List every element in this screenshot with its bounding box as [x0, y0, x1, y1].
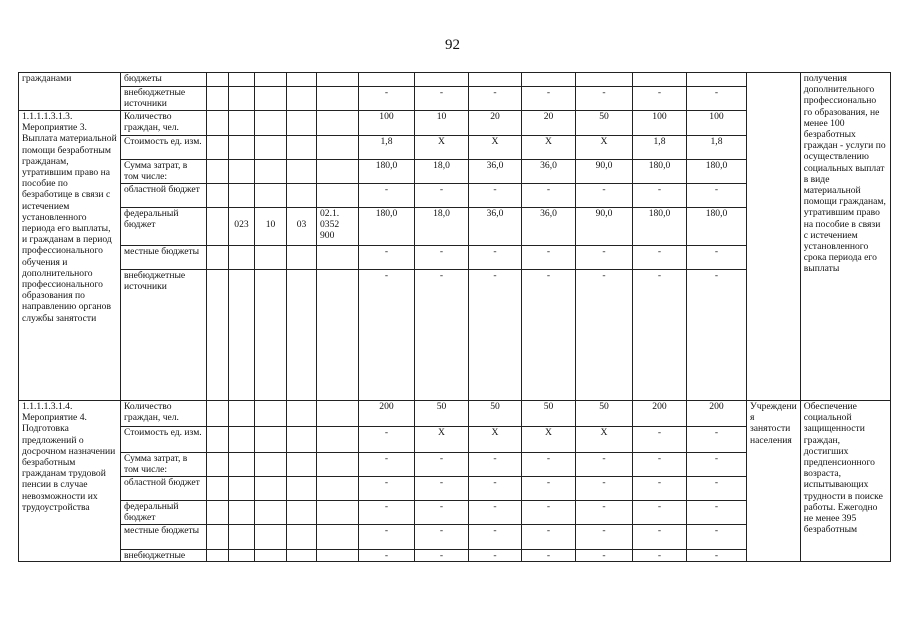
value-cell: -	[469, 550, 522, 562]
funding-source: внебюджетные	[121, 550, 207, 562]
page-number: 92	[445, 37, 460, 53]
value-cell: X	[522, 427, 576, 453]
value-cell: -	[469, 246, 522, 270]
value-cell: -	[576, 87, 633, 111]
code-target-article: 02.1. 0352 900	[317, 208, 359, 246]
value-cell: -	[633, 270, 687, 401]
value-cell: 200	[359, 401, 415, 427]
value-cell: X	[469, 136, 522, 160]
value-cell: X	[576, 427, 633, 453]
value-cell: -	[522, 501, 576, 525]
value-cell: -	[522, 477, 576, 501]
value-cell: -	[633, 246, 687, 270]
funding-source: местные бюджеты	[121, 525, 207, 550]
value-cell: 20	[469, 111, 522, 136]
expected-result: Обеспечение социальной защищенности граждан, достигших предпенсионного возраста, испытывающих трудности в поиске работы. Ежегодно не менее 395 безработным	[800, 401, 890, 562]
value-cell: -	[522, 184, 576, 208]
value-cell: -	[633, 525, 687, 550]
value-cell: -	[359, 501, 415, 525]
value-cell: -	[633, 501, 687, 525]
value-cell: -	[687, 477, 747, 501]
value-cell: -	[633, 477, 687, 501]
value-cell: -	[633, 453, 687, 477]
funding-source: Количество граждан, чел.	[121, 111, 207, 136]
value-cell: 180,0	[687, 160, 747, 184]
value-cell: 1,8	[633, 136, 687, 160]
code-admin: 023	[229, 208, 255, 246]
value-cell: 200	[633, 401, 687, 427]
value-cell: -	[359, 87, 415, 111]
value-cell: -	[415, 87, 469, 111]
value-cell: -	[522, 525, 576, 550]
value-cell: -	[687, 427, 747, 453]
value-cell: -	[633, 550, 687, 562]
value-cell: 10	[415, 111, 469, 136]
value-cell: 50	[576, 401, 633, 427]
value-cell: -	[415, 246, 469, 270]
code-subsection: 03	[287, 208, 317, 246]
executor-cell	[747, 73, 801, 401]
value-cell: 180,0	[359, 208, 415, 246]
value-cell: 180,0	[633, 160, 687, 184]
value-cell: -	[359, 246, 415, 270]
value-cell: -	[469, 270, 522, 401]
value-cell: -	[576, 525, 633, 550]
executor-cell: Учреждени я занятости населения	[747, 401, 801, 562]
value-cell: -	[687, 550, 747, 562]
value-cell: 1,8	[687, 136, 747, 160]
funding-source: Стоимость ед. изм.	[121, 136, 207, 160]
value-cell: -	[415, 184, 469, 208]
value-cell: -	[633, 427, 687, 453]
value-cell: -	[633, 87, 687, 111]
value-cell: -	[633, 184, 687, 208]
value-cell: -	[522, 87, 576, 111]
value-cell: -	[522, 453, 576, 477]
value-cell: X	[415, 427, 469, 453]
value-cell: 20	[522, 111, 576, 136]
value-cell: -	[522, 550, 576, 562]
value-cell: -	[359, 427, 415, 453]
code-section: 10	[255, 208, 287, 246]
value-cell: -	[469, 525, 522, 550]
value-cell: 180,0	[633, 208, 687, 246]
value-cell: -	[415, 550, 469, 562]
funding-source: Сумма затрат, в том числе:	[121, 453, 207, 477]
measure-name: 1.1.1.1.3.1.4. Мероприятие 4. Подготовка предложений о досрочном назначении безработным гражданам трудовой пенсии в случае невозможности их трудоустройства	[19, 401, 121, 562]
value-cell: X	[522, 136, 576, 160]
value-cell: -	[687, 270, 747, 401]
value-cell: 200	[687, 401, 747, 427]
funding-source: бюджеты	[121, 73, 207, 87]
value-cell: -	[359, 453, 415, 477]
value-cell: -	[469, 477, 522, 501]
value-cell: 18,0	[415, 160, 469, 184]
funding-source: внебюджетные источники	[121, 270, 207, 401]
value-cell: 90,0	[576, 160, 633, 184]
program-measures-table	[18, 72, 891, 562]
funding-source: федеральный бюджет	[121, 208, 207, 246]
value-cell: -	[359, 477, 415, 501]
value-cell: X	[415, 136, 469, 160]
funding-source: федеральный бюджет	[121, 501, 207, 525]
value-cell: 50	[469, 401, 522, 427]
value-cell: -	[415, 501, 469, 525]
value-cell: -	[687, 525, 747, 550]
value-cell: -	[687, 87, 747, 111]
value-cell: 36,0	[522, 160, 576, 184]
value-cell: -	[522, 270, 576, 401]
value-cell: -	[687, 453, 747, 477]
funding-source: областной бюджет	[121, 184, 207, 208]
value-cell: -	[469, 184, 522, 208]
value-cell: -	[576, 501, 633, 525]
funding-source: Количество граждан, чел.	[121, 401, 207, 427]
value-cell: -	[359, 550, 415, 562]
value-cell: -	[415, 477, 469, 501]
value-cell: 180,0	[687, 208, 747, 246]
value-cell: -	[576, 453, 633, 477]
expected-result: получения дополнительного профессионально го образования, не менее 100 безработных граждан - услуги по осуществлению социальных выплат в виде материальной помощи гражданам, утратившим право на пособие в связи с истечением установленного срока периода его выплаты	[800, 73, 890, 401]
value-cell: -	[522, 246, 576, 270]
value-cell: 36,0	[522, 208, 576, 246]
value-cell: -	[576, 246, 633, 270]
value-cell: -	[469, 87, 522, 111]
value-cell: X	[469, 427, 522, 453]
measure-name: гражданами	[19, 73, 121, 111]
value-cell: 50	[576, 111, 633, 136]
value-cell: -	[415, 453, 469, 477]
value-cell: 36,0	[469, 160, 522, 184]
value-cell: -	[469, 501, 522, 525]
value-cell: 100	[359, 111, 415, 136]
value-cell: -	[687, 246, 747, 270]
funding-source: внебюджетные источники	[121, 87, 207, 111]
value-cell: -	[576, 550, 633, 562]
value-cell: 180,0	[359, 160, 415, 184]
value-cell: 100	[687, 111, 747, 136]
value-cell: -	[687, 184, 747, 208]
value-cell: -	[576, 184, 633, 208]
funding-source: местные бюджеты	[121, 246, 207, 270]
value-cell: 1,8	[359, 136, 415, 160]
value-cell: -	[415, 525, 469, 550]
value-cell: -	[415, 270, 469, 401]
value-cell: -	[359, 525, 415, 550]
funding-source: Стоимость ед. изм.	[121, 427, 207, 453]
value-cell: 18,0	[415, 208, 469, 246]
value-cell: -	[359, 270, 415, 401]
value-cell: 90,0	[576, 208, 633, 246]
value-cell: 50	[522, 401, 576, 427]
value-cell: -	[469, 453, 522, 477]
value-cell: -	[576, 270, 633, 401]
value-cell: X	[576, 136, 633, 160]
funding-source: Сумма затрат, в том числе:	[121, 160, 207, 184]
value-cell: -	[687, 501, 747, 525]
funding-source: областной бюджет	[121, 477, 207, 501]
value-cell: -	[359, 184, 415, 208]
value-cell: 50	[415, 401, 469, 427]
value-cell: 100	[633, 111, 687, 136]
measure-name: 1.1.1.1.3.1.3. Мероприятие 3. Выплата материальной помощи безработным гражданам, утратившим право на пособие по безработице в связи с истечением установленного периода его выплаты, и гражданам в период профессионального обучения и дополнительного профессионального образования по направлению органов службы занятости	[19, 111, 121, 401]
value-cell: 36,0	[469, 208, 522, 246]
value-cell: -	[576, 477, 633, 501]
